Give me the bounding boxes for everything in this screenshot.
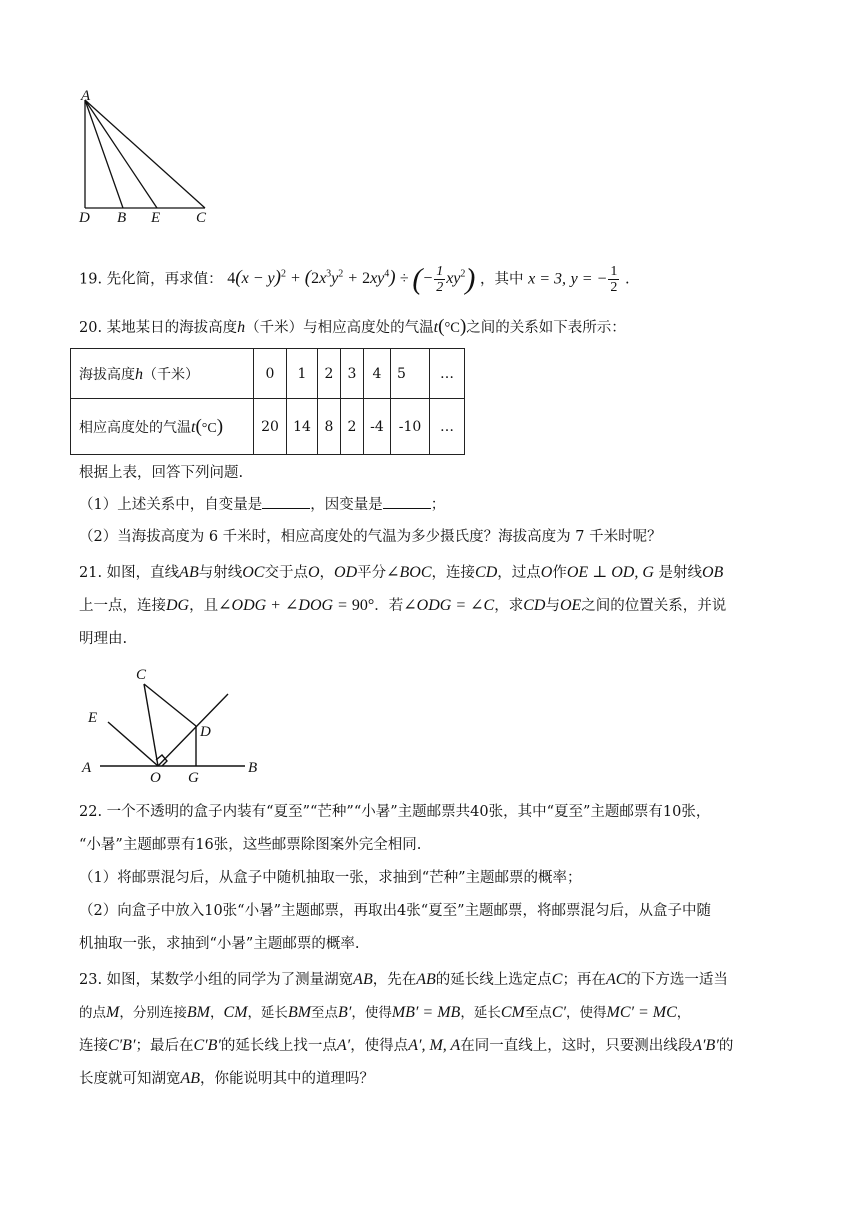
q22-part-2b: 机抽取一张，求抽到“小暑”主题邮票的概率. [79, 936, 360, 952]
q19-end: . [624, 271, 630, 288]
table-cell: -4 [364, 399, 391, 455]
table-cell: -10 [391, 399, 430, 455]
table-header-height: 海拔高度h（千米） [71, 349, 254, 399]
question-21-line-2: 上一点，连接DG，且∠ODG + ∠DOG = 90°．若∠ODG = ∠C，求CD与OE之间的位置关系，并说 [79, 597, 727, 614]
label-a: A [81, 88, 91, 104]
table-cell: 14 [287, 399, 318, 455]
table-cell: 8 [318, 399, 341, 455]
q19-number: 19. [79, 271, 103, 288]
label-e: E [88, 710, 98, 726]
table-cell: 2 [341, 399, 364, 455]
label-c: C [196, 210, 207, 226]
q20-part-1: （1）上述关系中，自变量是 ，因变量是 ； [79, 493, 799, 517]
q19-cond-x: x = 3, [528, 270, 567, 288]
question-20: 20. 某地某日的海拔高度h（千米）与相应高度处的气温t(°C)之间的关系如下表所示： [79, 316, 626, 337]
question-19 [79, 258, 799, 296]
q20-part-2: （2）当海拔高度为 6 千米时，相应高度处的气温为多少摄氏度？海拔高度为 7 千米时呢？ [79, 529, 662, 545]
question-21-line-1: 21. 如图，直线AB与射线OC交于点O，OD平分∠BOC，连接CD，过点O作OE ⊥ OD, G 是射线OB [79, 564, 724, 581]
q19-expression: $4(x - y)^2 + (2x^3y^2 + 2xy^4)$ ÷ (− $\frac{1}{2}$ $xy^2$) [227, 262, 476, 296]
q20-after: 根据上表，回答下列问题. [79, 465, 244, 481]
q19-cond-y: y = − [570, 270, 608, 288]
label-d: D [200, 724, 211, 740]
table-cell: 3 [341, 349, 364, 399]
label-c: C [136, 667, 147, 683]
question-23-line-2: 的点M，分别连接BM，CM，延长BM至点B′，使得MB′ = MB，延长CM至点C′，使得MC′ = MC， [79, 1004, 691, 1021]
table-cell: 0 [254, 349, 287, 399]
label-b: B [117, 210, 127, 226]
q20-number: 20. [79, 320, 103, 336]
table-row [71, 349, 465, 399]
label-a: A [82, 760, 92, 776]
q19-where: ，其中 [480, 271, 524, 288]
q22-part-1: （1）将邮票混匀后，从盒子中随机抽取一张，求抽到“芒种”主题邮票的概率； [79, 870, 582, 886]
q19-half: $\frac{1}{2}$ [610, 263, 618, 295]
label-o: O [150, 770, 161, 782]
angle-figure [80, 662, 280, 782]
altitude-temperature-table [70, 348, 465, 455]
label-g: G [188, 770, 199, 782]
question-23-line-1: 23. 如图，某数学小组的同学为了测量湖宽AB，先在AB的延长线上选定点C；再在AC的下方选一适当 [79, 971, 728, 988]
q20-intro-a: 某地某日的海拔高度 [106, 320, 238, 336]
answer-blank [262, 494, 310, 509]
table-cell: … [430, 399, 465, 455]
table-cell: 20 [254, 399, 287, 455]
table-cell: 5 [391, 349, 430, 399]
table-header-temperature: 相应高度处的气温t(°C) [71, 399, 254, 455]
q20-unit: °C [444, 320, 460, 336]
table-cell: 1 [287, 349, 318, 399]
label-e: E [151, 210, 161, 226]
table-cell: 2 [318, 349, 341, 399]
question-22-line-1: 22. 一个不透明的盒子内装有“夏至”“芒种”“小暑”主题邮票共40张，其中“夏至”主题邮票有10张， [79, 804, 711, 820]
q22-part-2a: （2）向盒子中放入10张“小暑”主题邮票，再取出4张“夏至”主题邮票，将邮票混匀后，从盒子中随 [79, 903, 712, 919]
triangle-figure [75, 88, 225, 228]
label-b: B [248, 760, 258, 776]
question-22-line-2: “小暑”主题邮票有16张，这些邮票除图案外完全相同. [79, 837, 422, 853]
table-cell: 4 [364, 349, 391, 399]
answer-blank [383, 494, 431, 509]
q20-intro-c: 之间的关系如下表所示： [466, 320, 626, 336]
q19-text: 先化简，再求值： [106, 271, 223, 288]
question-23-line-4: 长度就可知湖宽AB，你能说明其中的道理吗？ [79, 1070, 375, 1087]
question-23-line-3: 连接C′B′；最后在C′B′的延长线上找一点A′，使得点A′, M, A在同一直线上，这时，只要测出线段A′B′的 [79, 1037, 734, 1054]
question-21-line-3: 明理由. [79, 631, 128, 647]
q20-intro-b: （千米）与相应高度处的气温 [245, 320, 434, 336]
table-row [71, 399, 465, 455]
table-cell: … [430, 349, 465, 399]
label-d: D [79, 210, 90, 226]
